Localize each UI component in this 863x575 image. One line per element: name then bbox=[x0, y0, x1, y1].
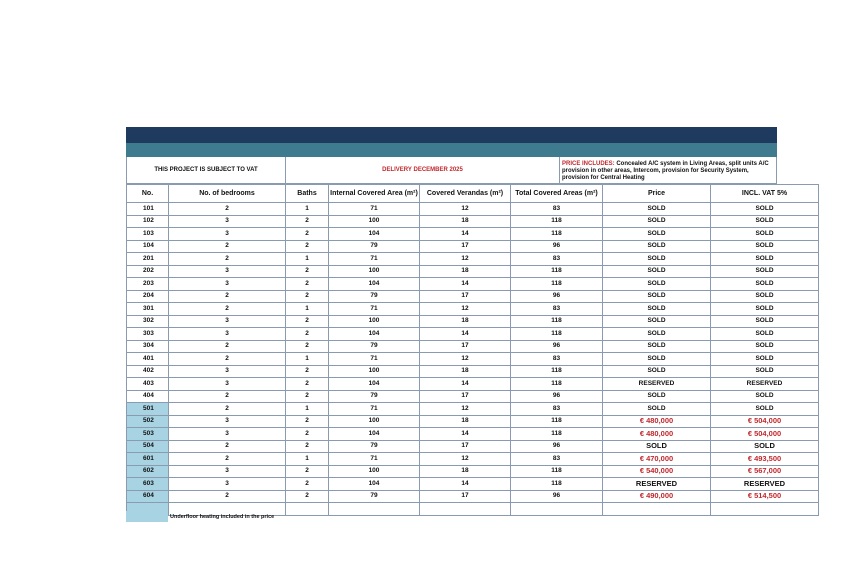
unit-number-cell: 202 bbox=[127, 265, 169, 278]
delivery-date: DELIVERY DECEMBER 2025 bbox=[286, 157, 560, 183]
price-cell: SOLD bbox=[603, 365, 711, 378]
empty-cell bbox=[711, 503, 819, 516]
price-incl-vat-cell: RESERVED bbox=[711, 378, 819, 391]
unit-number-cell: 304 bbox=[127, 340, 169, 353]
baths-cell: 1 bbox=[286, 303, 329, 316]
table-row bbox=[127, 340, 819, 353]
table-row bbox=[127, 415, 819, 428]
internal-area-cell: 104 bbox=[329, 278, 420, 291]
internal-area-cell: 71 bbox=[329, 203, 420, 216]
internal-area-cell: 79 bbox=[329, 390, 420, 403]
verandas-area-cell: 17 bbox=[420, 440, 511, 453]
baths-cell: 2 bbox=[286, 428, 329, 441]
bedrooms-cell: 2 bbox=[169, 340, 286, 353]
total-area-cell: 96 bbox=[511, 490, 603, 503]
price-cell: € 540,000 bbox=[603, 465, 711, 478]
price-cell: SOLD bbox=[603, 353, 711, 366]
table-row bbox=[127, 228, 819, 241]
price-incl-vat-cell: SOLD bbox=[711, 303, 819, 316]
bedrooms-cell: 2 bbox=[169, 203, 286, 216]
col-header-no: No. bbox=[127, 185, 169, 203]
total-area-cell: 118 bbox=[511, 215, 603, 228]
verandas-area-cell: 12 bbox=[420, 403, 511, 416]
table-row bbox=[127, 440, 819, 453]
verandas-area-cell: 14 bbox=[420, 428, 511, 441]
bedrooms-cell: 3 bbox=[169, 228, 286, 241]
price-cell: SOLD bbox=[603, 265, 711, 278]
bedrooms-cell: 2 bbox=[169, 290, 286, 303]
baths-cell: 2 bbox=[286, 228, 329, 241]
bedrooms-cell: 3 bbox=[169, 315, 286, 328]
unit-number-cell: 403 bbox=[127, 378, 169, 391]
price-cell: SOLD bbox=[603, 228, 711, 241]
price-incl-vat-cell: SOLD bbox=[711, 328, 819, 341]
verandas-area-cell: 18 bbox=[420, 215, 511, 228]
verandas-area-cell: 17 bbox=[420, 290, 511, 303]
internal-area-cell: 104 bbox=[329, 378, 420, 391]
price-cell: SOLD bbox=[603, 390, 711, 403]
table-body bbox=[127, 203, 819, 516]
verandas-area-cell: 17 bbox=[420, 390, 511, 403]
verandas-area-cell: 12 bbox=[420, 253, 511, 266]
price-incl-vat-cell: SOLD bbox=[711, 278, 819, 291]
unit-number-cell: 504 bbox=[127, 440, 169, 453]
price-includes-label: PRICE INCLUDES: bbox=[562, 160, 615, 167]
baths-cell: 1 bbox=[286, 453, 329, 466]
unit-number-cell: 102 bbox=[127, 215, 169, 228]
col-header-price: Price bbox=[603, 185, 711, 203]
verandas-area-cell: 18 bbox=[420, 465, 511, 478]
price-cell: € 480,000 bbox=[603, 428, 711, 441]
table-row bbox=[127, 428, 819, 441]
price-incl-vat-cell: SOLD bbox=[711, 215, 819, 228]
unit-number-cell: 401 bbox=[127, 353, 169, 366]
table-row bbox=[127, 365, 819, 378]
table-row bbox=[127, 265, 819, 278]
internal-area-cell: 100 bbox=[329, 265, 420, 278]
baths-cell: 2 bbox=[286, 278, 329, 291]
col-header-internal-area: Internal Covered Area (m²) bbox=[329, 185, 420, 203]
unit-number-cell: 502 bbox=[127, 415, 169, 428]
baths-cell: 2 bbox=[286, 378, 329, 391]
col-header-baths: Baths bbox=[286, 185, 329, 203]
header-bar-teal bbox=[126, 143, 777, 157]
price-includes bbox=[560, 157, 776, 183]
unit-number-cell: 104 bbox=[127, 240, 169, 253]
verandas-area-cell: 18 bbox=[420, 265, 511, 278]
internal-area-cell: 71 bbox=[329, 353, 420, 366]
table-row bbox=[127, 328, 819, 341]
bedrooms-cell: 3 bbox=[169, 265, 286, 278]
price-incl-vat-cell: SOLD bbox=[711, 240, 819, 253]
empty-cell bbox=[286, 503, 329, 516]
verandas-area-cell: 14 bbox=[420, 328, 511, 341]
price-incl-vat-cell: SOLD bbox=[711, 290, 819, 303]
total-area-cell: 83 bbox=[511, 253, 603, 266]
table-row bbox=[127, 353, 819, 366]
price-cell: SOLD bbox=[603, 328, 711, 341]
vat-note: THIS PROJECT IS SUBJECT TO VAT bbox=[127, 157, 286, 183]
price-incl-vat-cell: € 493,500 bbox=[711, 453, 819, 466]
verandas-area-cell: 17 bbox=[420, 340, 511, 353]
col-header-vat: INCL. VAT 5% bbox=[711, 185, 819, 203]
unit-number-cell: 303 bbox=[127, 328, 169, 341]
unit-number-cell: 301 bbox=[127, 303, 169, 316]
price-cell: SOLD bbox=[603, 403, 711, 416]
internal-area-cell: 104 bbox=[329, 328, 420, 341]
baths-cell: 2 bbox=[286, 215, 329, 228]
total-area-cell: 118 bbox=[511, 278, 603, 291]
bedrooms-cell: 3 bbox=[169, 215, 286, 228]
unit-number-cell: 204 bbox=[127, 290, 169, 303]
price-incl-vat-cell: € 504,000 bbox=[711, 428, 819, 441]
unit-number-cell: 201 bbox=[127, 253, 169, 266]
bedrooms-cell: 3 bbox=[169, 365, 286, 378]
internal-area-cell: 79 bbox=[329, 440, 420, 453]
verandas-area-cell: 12 bbox=[420, 453, 511, 466]
bedrooms-cell: 2 bbox=[169, 353, 286, 366]
baths-cell: 2 bbox=[286, 328, 329, 341]
price-cell: SOLD bbox=[603, 253, 711, 266]
empty-cell bbox=[329, 503, 420, 516]
price-incl-vat-cell: € 567,000 bbox=[711, 465, 819, 478]
bedrooms-cell: 3 bbox=[169, 328, 286, 341]
table-row bbox=[127, 378, 819, 391]
bedrooms-cell: 3 bbox=[169, 415, 286, 428]
table-row bbox=[127, 303, 819, 316]
price-incl-vat-cell: SOLD bbox=[711, 403, 819, 416]
internal-area-cell: 104 bbox=[329, 428, 420, 441]
internal-area-cell: 71 bbox=[329, 453, 420, 466]
internal-area-cell: 79 bbox=[329, 290, 420, 303]
price-cell: RESERVED bbox=[603, 478, 711, 491]
internal-area-cell: 100 bbox=[329, 215, 420, 228]
baths-cell: 2 bbox=[286, 415, 329, 428]
baths-cell: 1 bbox=[286, 353, 329, 366]
internal-area-cell: 100 bbox=[329, 465, 420, 478]
price-incl-vat-cell: SOLD bbox=[711, 365, 819, 378]
table-row bbox=[127, 290, 819, 303]
table-row bbox=[127, 390, 819, 403]
internal-area-cell: 100 bbox=[329, 315, 420, 328]
internal-area-cell: 100 bbox=[329, 415, 420, 428]
verandas-area-cell: 12 bbox=[420, 203, 511, 216]
internal-area-cell: 79 bbox=[329, 490, 420, 503]
total-area-cell: 118 bbox=[511, 415, 603, 428]
bedrooms-cell: 2 bbox=[169, 303, 286, 316]
info-row bbox=[126, 157, 777, 184]
price-incl-vat-cell: € 504,000 bbox=[711, 415, 819, 428]
price-incl-vat-cell: SOLD bbox=[711, 253, 819, 266]
verandas-area-cell: 12 bbox=[420, 303, 511, 316]
baths-cell: 2 bbox=[286, 365, 329, 378]
bedrooms-cell: 2 bbox=[169, 240, 286, 253]
price-cell: SOLD bbox=[603, 303, 711, 316]
verandas-area-cell: 14 bbox=[420, 228, 511, 241]
price-incl-vat-cell: SOLD bbox=[711, 228, 819, 241]
price-cell: SOLD bbox=[603, 240, 711, 253]
total-area-cell: 118 bbox=[511, 328, 603, 341]
internal-area-cell: 104 bbox=[329, 228, 420, 241]
unit-number-cell: 404 bbox=[127, 390, 169, 403]
total-area-cell: 83 bbox=[511, 453, 603, 466]
bedrooms-cell: 3 bbox=[169, 378, 286, 391]
table-row bbox=[127, 478, 819, 491]
total-area-cell: 118 bbox=[511, 228, 603, 241]
table-row bbox=[127, 490, 819, 503]
total-area-cell: 83 bbox=[511, 403, 603, 416]
table-row bbox=[127, 240, 819, 253]
bedrooms-cell: 2 bbox=[169, 490, 286, 503]
table-row bbox=[127, 403, 819, 416]
total-area-cell: 83 bbox=[511, 303, 603, 316]
baths-cell: 2 bbox=[286, 240, 329, 253]
legend-swatch bbox=[126, 511, 168, 522]
total-area-cell: 118 bbox=[511, 365, 603, 378]
unit-number-cell: 604 bbox=[127, 490, 169, 503]
price-cell: € 470,000 bbox=[603, 453, 711, 466]
verandas-area-cell: 18 bbox=[420, 365, 511, 378]
total-area-cell: 118 bbox=[511, 378, 603, 391]
price-cell: € 490,000 bbox=[603, 490, 711, 503]
price-cell: SOLD bbox=[603, 315, 711, 328]
table-row bbox=[127, 215, 819, 228]
table-row bbox=[127, 465, 819, 478]
price-cell: SOLD bbox=[603, 203, 711, 216]
header-bar-dark bbox=[126, 127, 777, 143]
baths-cell: 2 bbox=[286, 315, 329, 328]
baths-cell: 2 bbox=[286, 440, 329, 453]
price-incl-vat-cell: SOLD bbox=[711, 340, 819, 353]
total-area-cell: 96 bbox=[511, 240, 603, 253]
price-incl-vat-cell: SOLD bbox=[711, 203, 819, 216]
bedrooms-cell: 2 bbox=[169, 253, 286, 266]
total-area-cell: 96 bbox=[511, 340, 603, 353]
total-area-cell: 96 bbox=[511, 440, 603, 453]
baths-cell: 1 bbox=[286, 253, 329, 266]
unit-number-cell: 101 bbox=[127, 203, 169, 216]
total-area-cell: 96 bbox=[511, 290, 603, 303]
baths-cell: 2 bbox=[286, 478, 329, 491]
price-incl-vat-cell: SOLD bbox=[711, 315, 819, 328]
baths-cell: 1 bbox=[286, 403, 329, 416]
price-cell: SOLD bbox=[603, 215, 711, 228]
total-area-cell: 83 bbox=[511, 203, 603, 216]
baths-cell: 2 bbox=[286, 490, 329, 503]
total-area-cell: 118 bbox=[511, 315, 603, 328]
baths-cell: 2 bbox=[286, 265, 329, 278]
price-cell: SOLD bbox=[603, 278, 711, 291]
baths-cell: 2 bbox=[286, 340, 329, 353]
unit-number-cell: 602 bbox=[127, 465, 169, 478]
bedrooms-cell: 2 bbox=[169, 453, 286, 466]
legend-text: Underfloor heating included in the price bbox=[170, 513, 275, 520]
baths-cell: 2 bbox=[286, 465, 329, 478]
baths-cell: 2 bbox=[286, 390, 329, 403]
verandas-area-cell: 18 bbox=[420, 315, 511, 328]
col-header-total-area: Total Covered Areas (m²) bbox=[511, 185, 603, 203]
verandas-area-cell: 12 bbox=[420, 353, 511, 366]
price-cell: RESERVED bbox=[603, 378, 711, 391]
price-incl-vat-cell: SOLD bbox=[711, 353, 819, 366]
col-header-verandas: Covered Verandas (m²) bbox=[420, 185, 511, 203]
bedrooms-cell: 3 bbox=[169, 478, 286, 491]
total-area-cell: 118 bbox=[511, 265, 603, 278]
bedrooms-cell: 2 bbox=[169, 390, 286, 403]
price-cell: SOLD bbox=[603, 290, 711, 303]
price-cell: SOLD bbox=[603, 340, 711, 353]
total-area-cell: 118 bbox=[511, 465, 603, 478]
unit-number-cell: 503 bbox=[127, 428, 169, 441]
price-list-sheet bbox=[126, 127, 788, 516]
verandas-area-cell: 14 bbox=[420, 378, 511, 391]
verandas-area-cell: 18 bbox=[420, 415, 511, 428]
verandas-area-cell: 17 bbox=[420, 490, 511, 503]
internal-area-cell: 79 bbox=[329, 240, 420, 253]
internal-area-cell: 71 bbox=[329, 303, 420, 316]
col-header-bedrooms: No. of bedrooms bbox=[169, 185, 286, 203]
price-incl-vat-cell: SOLD bbox=[711, 390, 819, 403]
price-incl-vat-cell: € 514,500 bbox=[711, 490, 819, 503]
bedrooms-cell: 3 bbox=[169, 465, 286, 478]
bedrooms-cell: 3 bbox=[169, 428, 286, 441]
unit-number-cell: 302 bbox=[127, 315, 169, 328]
total-area-cell: 118 bbox=[511, 428, 603, 441]
verandas-area-cell: 14 bbox=[420, 278, 511, 291]
bedrooms-cell: 2 bbox=[169, 440, 286, 453]
total-area-cell: 118 bbox=[511, 478, 603, 491]
price-cell: SOLD bbox=[603, 440, 711, 453]
unit-number-cell: 603 bbox=[127, 478, 169, 491]
table-row bbox=[127, 453, 819, 466]
empty-cell bbox=[511, 503, 603, 516]
unit-number-cell: 203 bbox=[127, 278, 169, 291]
bedrooms-cell: 2 bbox=[169, 403, 286, 416]
table-header-row bbox=[127, 185, 819, 203]
internal-area-cell: 71 bbox=[329, 253, 420, 266]
price-incl-vat-cell: SOLD bbox=[711, 265, 819, 278]
table-row bbox=[127, 253, 819, 266]
bedrooms-cell: 3 bbox=[169, 278, 286, 291]
price-incl-vat-cell: SOLD bbox=[711, 440, 819, 453]
price-includes-text: Concealed A/C system in Living Areas, split units A/C provision in other areas, Intercom, provision for Security System, provision for Central Heating bbox=[562, 160, 769, 181]
unit-number-cell: 501 bbox=[127, 403, 169, 416]
verandas-area-cell: 14 bbox=[420, 478, 511, 491]
table-row bbox=[127, 203, 819, 216]
baths-cell: 1 bbox=[286, 203, 329, 216]
table-row bbox=[127, 278, 819, 291]
unit-number-cell: 402 bbox=[127, 365, 169, 378]
verandas-area-cell: 17 bbox=[420, 240, 511, 253]
price-cell: € 480,000 bbox=[603, 415, 711, 428]
price-incl-vat-cell: RESERVED bbox=[711, 478, 819, 491]
internal-area-cell: 71 bbox=[329, 403, 420, 416]
internal-area-cell: 104 bbox=[329, 478, 420, 491]
empty-cell bbox=[420, 503, 511, 516]
legend bbox=[126, 511, 274, 522]
total-area-cell: 83 bbox=[511, 353, 603, 366]
empty-cell bbox=[603, 503, 711, 516]
unit-number-cell: 103 bbox=[127, 228, 169, 241]
internal-area-cell: 100 bbox=[329, 365, 420, 378]
baths-cell: 2 bbox=[286, 290, 329, 303]
total-area-cell: 96 bbox=[511, 390, 603, 403]
unit-number-cell: 601 bbox=[127, 453, 169, 466]
table-row bbox=[127, 315, 819, 328]
internal-area-cell: 79 bbox=[329, 340, 420, 353]
price-table bbox=[126, 184, 819, 516]
